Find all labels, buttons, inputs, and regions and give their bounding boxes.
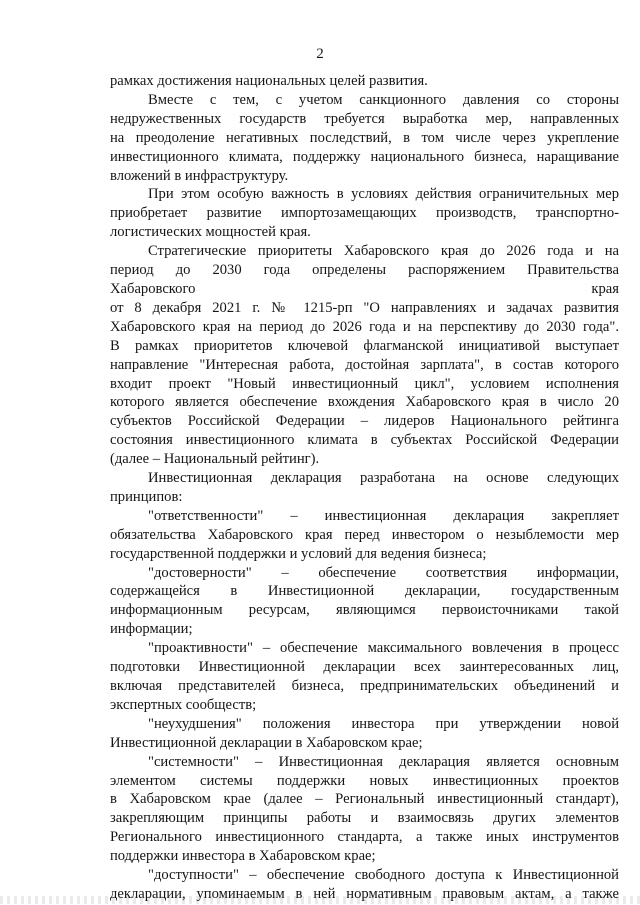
text-line: "проактивности" – обеспечение максимального вовлечения в процесс: [148, 640, 619, 657]
text-line: субъектов Российской Федерации – лидеров Национального рейтинга: [110, 413, 619, 430]
text-line: "достоверности" – обеспечение соответствия информации,: [148, 564, 619, 581]
text-line: "системности" – Инвестиционная декларация является основным: [148, 753, 619, 770]
text-line: Вместе с тем, с учетом санкционного давления со стороны: [148, 91, 619, 108]
page-number: 2: [316, 46, 324, 62]
text-line: закрепляющим принципы работы и взаимосвязь других элементов: [110, 810, 619, 827]
text-line: включая представителей бизнеса, предпринимательских объединений и: [110, 678, 619, 694]
text-line: на преодоление негативных последствий, в том числе через укрепление: [110, 129, 619, 146]
text-line: которого является обеспечение вхождения Хабаровского края в число 20: [110, 394, 619, 411]
text-line: в Хабаровском крае (далее – Региональный инвестиционный стандарт),: [110, 791, 619, 808]
text-line: логистических мощностей края.: [110, 224, 311, 241]
text-line: входит проект "Новый инвестиционный цикл", условием исполнения: [110, 375, 619, 392]
text-line: Хабаровского края на период до 2026 года и на перспективу до 2030 года".: [110, 318, 619, 335]
text-line: от 8 декабря 2021 г. № 1215-рп "О направлениях и задачах развития: [110, 299, 619, 316]
text-line: приобретает развитие импортозамещающих производств, транспортно-: [110, 205, 619, 222]
text-line: принципов:: [110, 488, 183, 505]
text-line: информации;: [110, 621, 193, 638]
text-line: В рамках приоритетов ключевой флагманской инициативой выступает: [110, 337, 619, 354]
text-line: Инвестиционная декларация разработана на основе следующих: [148, 470, 619, 487]
text-line: вложений в инфраструктуру.: [110, 167, 289, 184]
text-line: период до 2030 года определены распоряжением Правительства: [110, 262, 619, 279]
text-line: декларации, упоминаемым в ней нормативным правовым актам, а также: [110, 885, 619, 902]
text-line: Хабаровского края: [110, 280, 619, 297]
text-line: "доступности" – обеспечение свободного доступа к Инвестиционной: [148, 867, 619, 884]
text-line: "ответственности" – инвестиционная декларация закрепляет: [148, 507, 619, 524]
text-line: элементом системы поддержки новых инвестиционных проектов: [110, 772, 619, 789]
text-line: экспертных сообществ;: [110, 696, 257, 713]
text-line: поддержки инвестора в Хабаровском крае;: [110, 848, 376, 865]
text-line: состояния инвестиционного климата в субъектах Российской Федерации: [110, 432, 619, 449]
text-line: (далее – Национальный рейтинг).: [110, 451, 320, 468]
text-line: При этом особую важность в условиях действия ограничительных мер: [148, 186, 619, 203]
text-line: подготовки Инвестиционной декларации всех заинтересованных лиц,: [110, 659, 619, 676]
text-line: Стратегические приоритеты Хабаровского края до 2026 года и на: [148, 243, 619, 260]
text-line: Регионального инвестиционного стандарта, а также иных инструментов: [110, 829, 619, 846]
text-line: инвестиционного климата, поддержку национального бизнеса, наращивание: [110, 148, 619, 165]
text-line: направление "Интересная работа, достойная зарплата", в состав которого: [110, 356, 619, 373]
text-line: Инвестиционной декларации в Хабаровском крае;: [110, 734, 423, 751]
text-line: государственной поддержки и условий для ведения бизнеса;: [110, 545, 487, 562]
text-line: содержащейся в Инвестиционной декларации, государственным: [110, 583, 619, 600]
text-line: информационным ресурсам, являющимся первоисточниками такой: [110, 602, 619, 619]
document-body: [110, 72, 619, 904]
text-line: рамках достижения национальных целей развития.: [110, 73, 428, 89]
text-line: недружественных государств требуется выработка мер, направленных: [110, 110, 619, 127]
text-line: обязательства Хабаровского края перед инвестором о незыблемости мер: [110, 526, 619, 543]
scan-artifact-strip: [0, 896, 640, 904]
text-line: "неухудшения" положения инвестора при утверждении новой: [148, 715, 619, 732]
